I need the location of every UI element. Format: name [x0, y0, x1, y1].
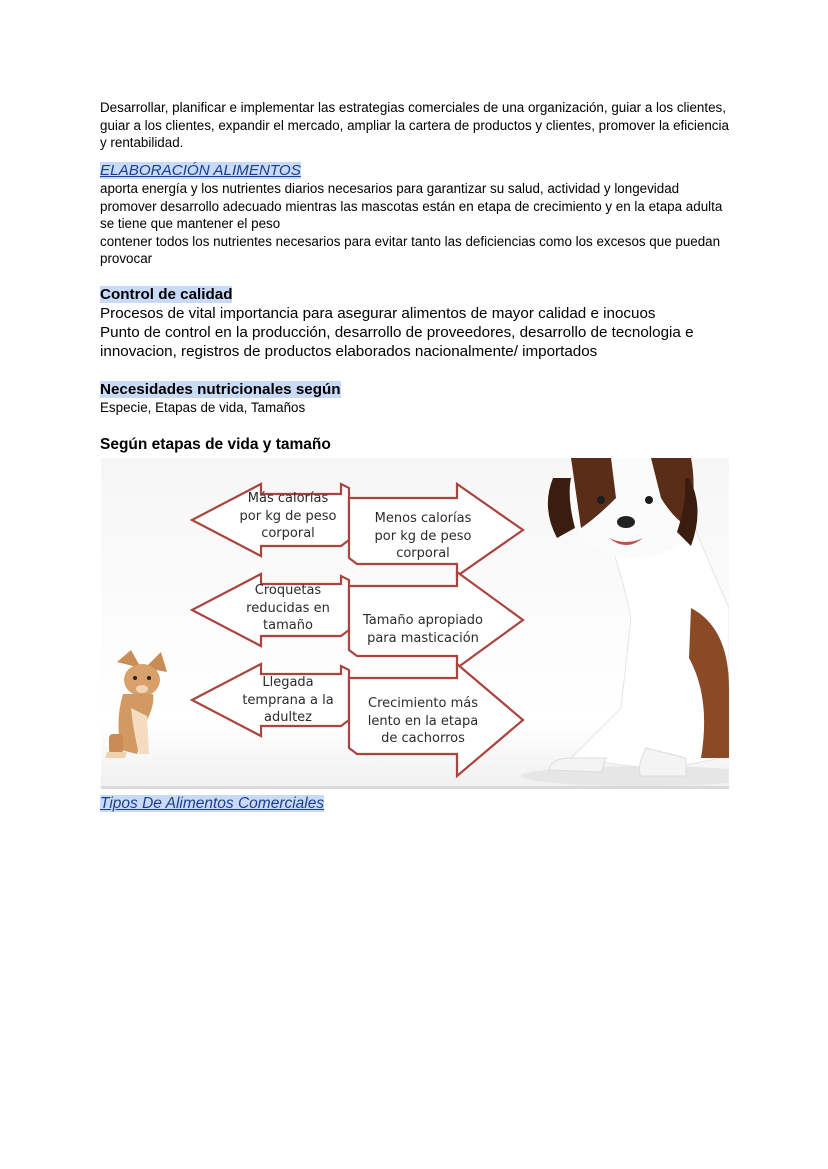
- right-row-2-text: Tamaño apropiado para masticación: [363, 613, 483, 646]
- small-dog-illustration: [105, 650, 167, 758]
- left-row-3-text: Llegada temprana a la adultez: [242, 675, 334, 725]
- section-necesidades: [100, 380, 730, 417]
- right-row-3-text: Crecimiento más lento en la etapa de cachorros: [367, 696, 479, 746]
- section-tipos-alimentos: [100, 794, 730, 813]
- control-calidad-heading: Control de calidad: [100, 286, 233, 303]
- control-calidad-line-1: Procesos de vital importancia para asegurar alimentos de mayor calidad e inocuos: [100, 305, 656, 322]
- elaboracion-line-1: aporta energía y los nutrientes diarios necesarios para garantizar su salud, actividad y longevidad: [100, 181, 680, 196]
- elaboracion-line-3: contener todos los nutrientes necesarios para evitar tanto las deficiencias como los excesos que puedan provocar: [100, 233, 721, 266]
- section-elaboracion: [100, 161, 730, 268]
- large-dog-illustration: [548, 458, 729, 776]
- necesidades-heading: Necesidades nutricionales según: [100, 381, 341, 398]
- life-stage-figure: [101, 458, 729, 788]
- figure-title: Según etapas de vida y tamaño: [100, 436, 331, 453]
- control-calidad-line-2: Punto de control en la producción, desarrollo de proveedores, desarrollo de tecnologia e innovacion, registros de productos elaborados nacionalmente/ importados: [100, 324, 694, 360]
- left-row-1-text: Más calorías por kg de peso corporal: [239, 491, 337, 541]
- left-row-2-text: Croquetas reducidas en tamaño: [246, 583, 330, 633]
- necesidades-line: Especie, Etapas de vida, Tamaños: [100, 400, 306, 415]
- right-row-1-text: Menos calorías por kg de peso corporal: [374, 511, 472, 561]
- intro-paragraph: Desarrollar, planificar e implementar las estrategias comerciales de una organización, guiar a los clientes, guiar a los clientes, expandir el mercado, ampliar la cartera de productos y clientes, promover la eficiencia y rentabilidad.: [100, 100, 729, 150]
- elaboracion-heading-link[interactable]: ELABORACIÓN ALIMENTOS: [100, 162, 301, 179]
- section-control-calidad: [100, 285, 730, 361]
- elaboracion-line-2: promover desarrollo adecuado mientras las mascotas están en etapa de crecimiento y en la etapa adulta se tiene que mantener el peso: [100, 198, 723, 231]
- tipos-alimentos-link[interactable]: Tipos De Alimentos Comerciales: [100, 795, 325, 812]
- figure-divider: [101, 786, 729, 789]
